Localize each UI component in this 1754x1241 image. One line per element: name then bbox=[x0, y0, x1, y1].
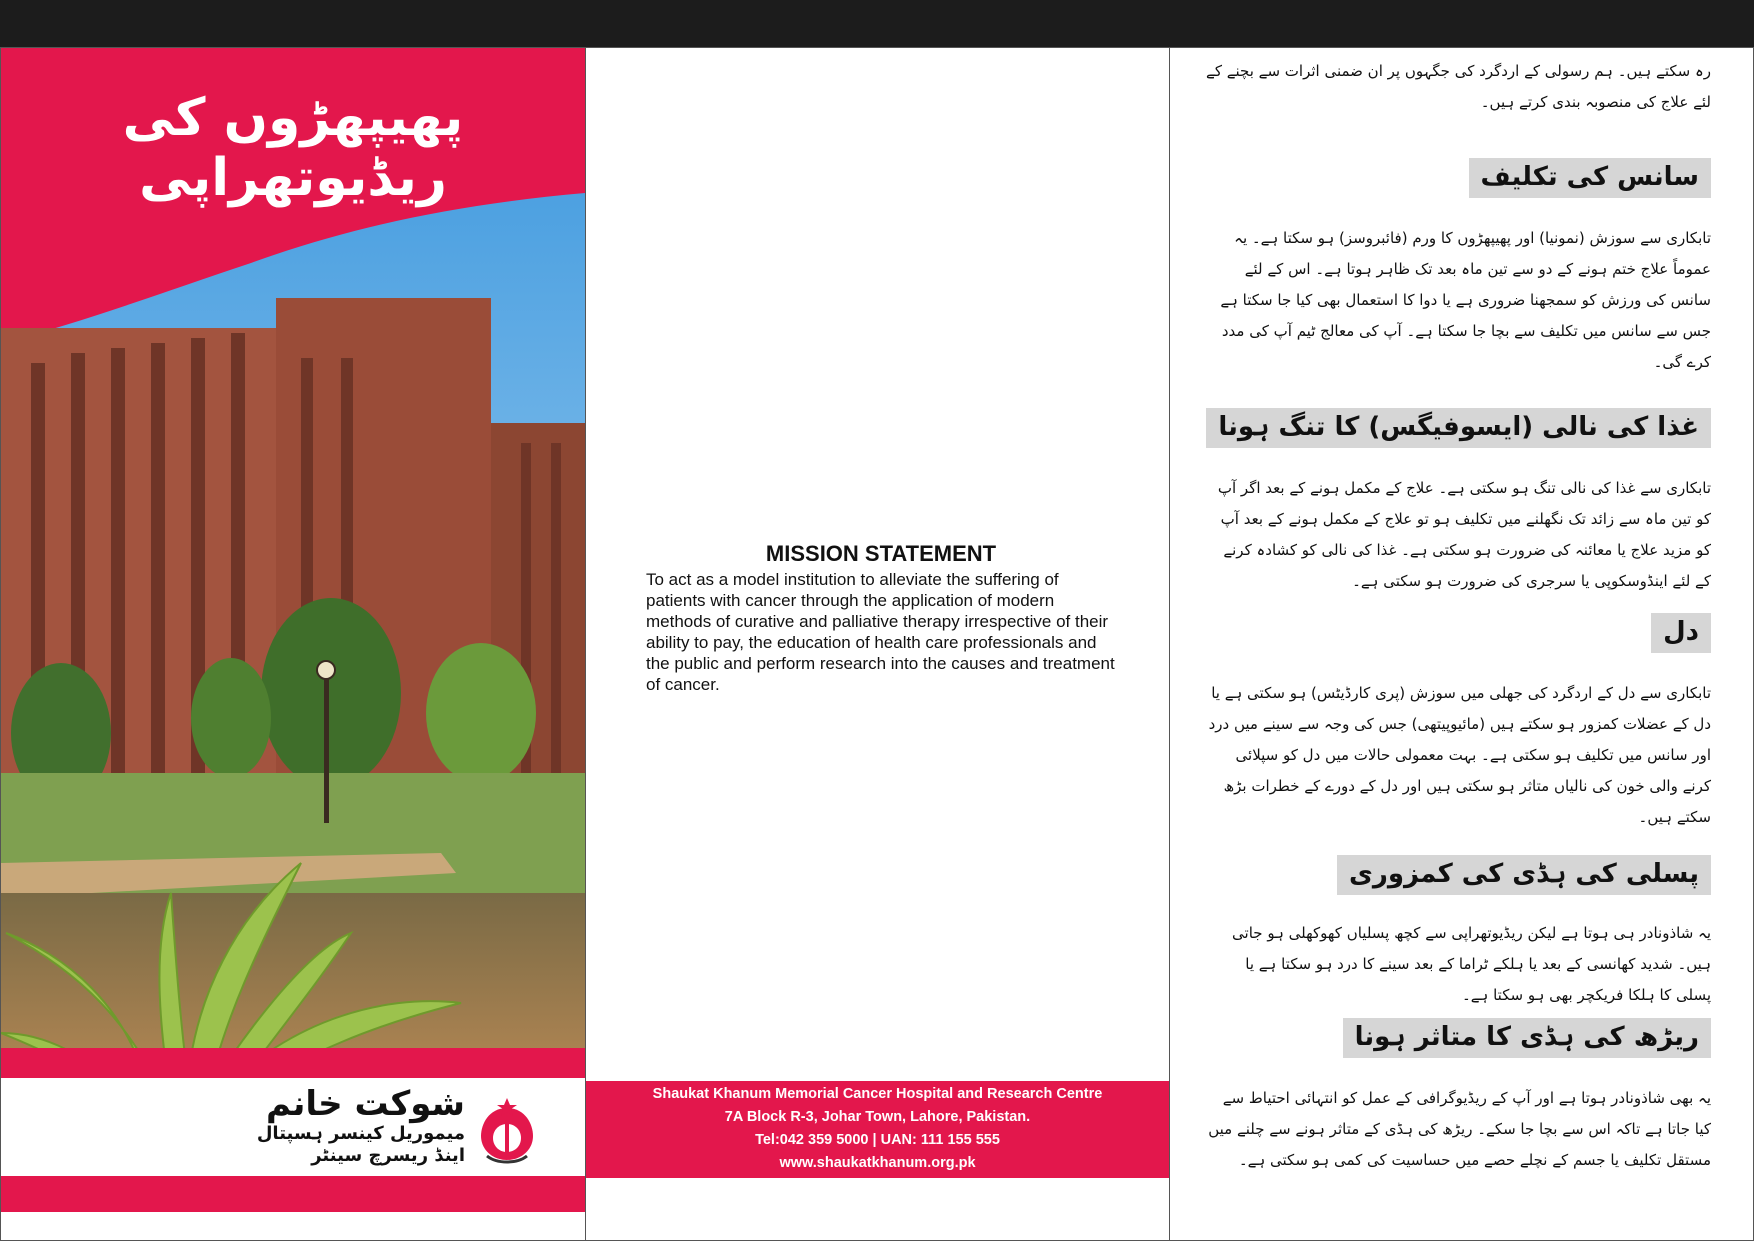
heading-esophagus: غذا کی نالی (ایسوفیگس) کا تنگ ہونا bbox=[1206, 408, 1711, 448]
mission-title: MISSION STATEMENT bbox=[765, 541, 997, 566]
cover-panel bbox=[0, 47, 586, 1241]
logo-line-3: اینڈ ریسرچ سینٹر bbox=[311, 1145, 465, 1166]
top-black-bar bbox=[0, 0, 1754, 47]
logo-top-strip bbox=[1, 1048, 585, 1082]
heading-rib: پسلی کی ہڈی کی کمزوری bbox=[1337, 855, 1711, 895]
body-rib: یہ شاذونادر ہی ہوتا ہے لیکن ریڈیوتھراپی سے کچھ پسلیاں کھوکھلی ہو جاتی ہیں۔ شدید کھانسی کے بعد یا ہلکے ٹراما کے بعد سینے کا درد ہو سکتا ہے یا پسلی کا ہلکا فریکچر بھی ہو سکتا ہے۔ bbox=[1232, 924, 1711, 1004]
contact-phone: Tel:042 359 5000 | UAN: 111 155 555 bbox=[755, 1132, 1000, 1148]
hospital-photo bbox=[1, 173, 585, 1103]
middle-panel bbox=[585, 47, 1170, 1241]
right-panel bbox=[1169, 47, 1754, 1241]
contact-hospital-name: Shaukat Khanum Memorial Cancer Hospital and Research Centre bbox=[652, 1086, 1103, 1102]
heading-spine: ریڑھ کی ہڈی کا متاثر ہونا bbox=[1343, 1018, 1711, 1058]
logo-line-2: میموریل کینسر ہسپتال bbox=[256, 1123, 465, 1144]
hospital-logo-icon bbox=[477, 1098, 537, 1164]
logo-line-1: شوکت خانم bbox=[265, 1084, 465, 1124]
hospital-logo-text bbox=[257, 1085, 465, 1167]
body-esophagus: تابکاری سے غذا کی نالی تنگ ہو سکتی ہے۔ علاج کے مکمل ہونے کے بعد اگر آپ کو تین ماہ سے زائد تک نگھلنے میں تکلیف ہو تو علاج کے مکمل ہونے کے بعد آپ کو مزید علاج یا معائنہ کی ضرورت ہو سکتی ہے۔ غذا کی نالی کو کشادہ کرنے کے لئے اینڈوسکوپی یا سرجری کی ضرورت ہو سکتی ہے۔ bbox=[1217, 479, 1711, 590]
body-breathing: تابکاری سے سوزش (نمونیا) اور پھیپھڑوں کا ورم (فائبروسز) ہو سکتا ہے۔ یہ عموماً علاج ختم ہونے کے دو سے تین ماہ بعد تک ظاہر ہوتا ہے۔ اس کے لئے سانس کی ورزش کو سمجھنا ضروری ہے یا دوا کا استعمال بھی کیا جا سکتا ہے جس سے سانس میں تکلیف سے بچا جا سکتا ہے۔ آپ کی معالج ٹیم آپ کی مدد کرے گی۔ bbox=[1220, 229, 1711, 371]
mission-text: To act as a model institution to alleviate the suffering of patients with cancer through the application of modern methods of curative and palliative therapy irrespective of their ability to pay, the education of health care professionals and the public and perform research into the causes and treatment of cancer. bbox=[646, 570, 1115, 694]
logo-bottom-strip bbox=[1, 1176, 585, 1212]
body-spine: یہ بھی شاذونادر ہوتا ہے اور آپ کے ریڈیوگرافی کے عمل کو انتہائی احتیاط سے کیا جاتا ہے تاکہ اس سے بچا جا سکے۔ ریڑھ کی ہڈی کے متاثر ہونے سے چلنے میں مستقل تکلیف یا جسم کے نچلے حصے میں حساسیت کی کمی ہو سکتی ہے۔ bbox=[1208, 1089, 1711, 1169]
heading-heart: دل bbox=[1651, 613, 1711, 653]
contact-website[interactable]: www.shaukatkhanum.org.pk bbox=[779, 1155, 976, 1171]
intro-paragraph: رہ سکتے ہیں۔ ہم رسولی کے اردگرد کی جگہوں پر ان ضمنی اثرات سے بچنے کے لئے علاج کی منصوبہ بندی کرتے ہیں۔ bbox=[1206, 62, 1711, 111]
cover-title: پھیپھڑوں کی ریڈیوتھراپی bbox=[122, 88, 464, 208]
contact-block bbox=[586, 1081, 1169, 1178]
contact-address: 7A Block R-3, Johar Town, Lahore, Pakistan. bbox=[724, 1109, 1031, 1125]
heading-breathing: سانس کی تکلیف bbox=[1469, 158, 1711, 198]
mission-statement bbox=[646, 541, 1116, 695]
body-heart: تابکاری سے دل کے اردگرد کی جھلی میں سوزش (پری کارڈیٹس) ہو سکتی ہے یا دل کے عضلات کمزور ہو سکتے ہیں (مائیوپیتھی) جس کی وجہ سے سینے میں درد اور سانس میں تکلیف ہو سکتی ہے۔ بہت معمولی حالات میں دل کو سپلائی کرنے والی خون کی نالیاں متاثر ہو سکتی ہیں اور دل کے دورے کے خطرات بڑھ سکتے ہیں۔ bbox=[1208, 684, 1711, 826]
